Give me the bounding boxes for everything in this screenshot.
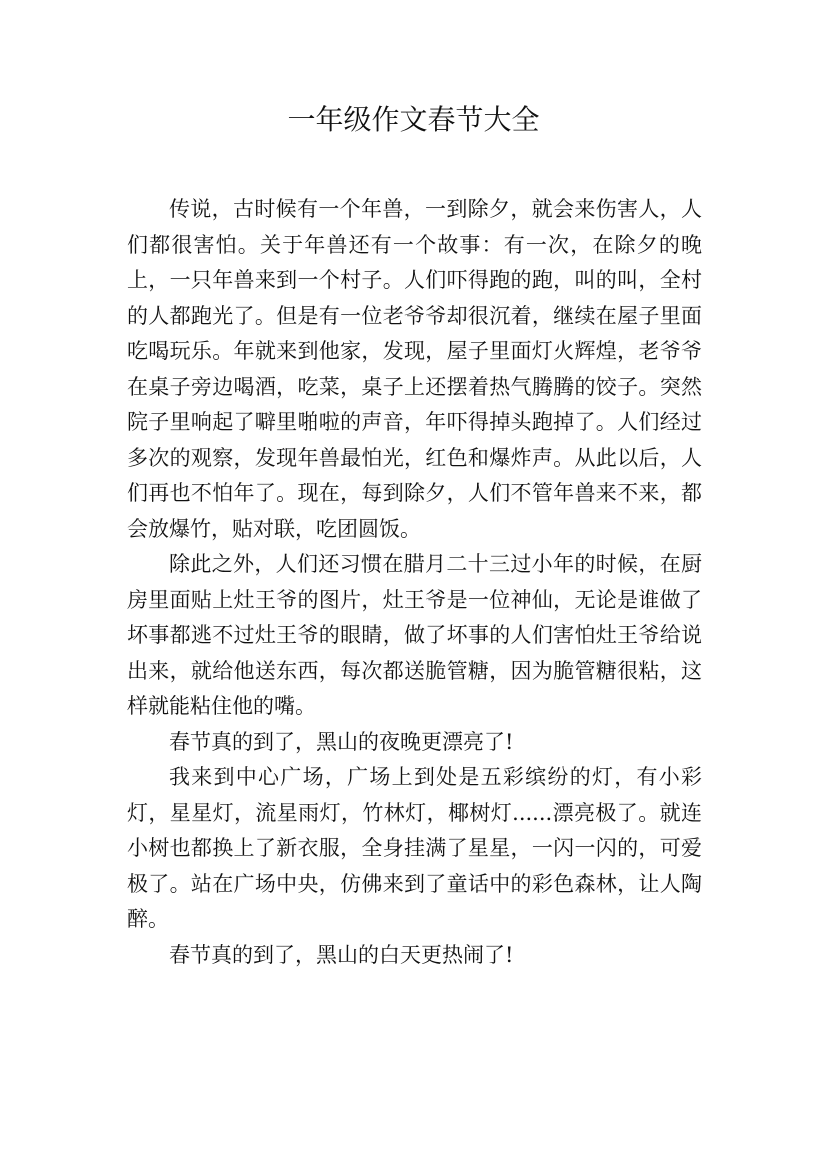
paragraph-2: 除此之外，人们还习惯在腊月二十三过小年的时候，在厨房里面贴上灶王爷的图片，灶王爷是一位神仙，无论是谁做了坏事都逃不过灶王爷的眼睛，做了坏事的人们害怕灶王爷给说出来，就给他送东西，每次都送脆管糖，因为脆管糖很粘，这样就能粘住他的嘴。	[127, 552, 702, 718]
document-body	[127, 192, 702, 973]
paragraph-4: 我来到中心广场，广场上到处是五彩缤纷的灯，有小彩灯，星星灯，流星雨灯，竹林灯，椰树灯......漂亮极了。就连小树也都换上了新衣服，全身挂满了星星，一闪一闪的，可爱极了。站在广场中央，仿佛来到了童话中的彩色森林，让人陶醉。	[127, 765, 702, 931]
paragraph-1: 传说，古时候有一个年兽，一到除夕，就会来伤害人，人们都很害怕。关于年兽还有一个故事：有一次，在除夕的晚上，一只年兽来到一个村子。人们吓得跑的跑，叫的叫，全村的人都跑光了。但是有一位老爷爷却很沉着，继续在屋子里面吃喝玩乐。年就来到他家，发现，屋子里面灯火辉煌，老爷爷在桌子旁边喝酒，吃菜，桌子上还摆着热气腾腾的饺子。突然院子里响起了噼里啪啦的声音，年吓得掉头跑掉了。人们经过多次的观察，发现年兽最怕光，红色和爆炸声。从此以后，人们再也不怕年了。现在，每到除夕，人们不管年兽来不来，都会放爆竹，贴对联，吃团圆饭。	[127, 197, 702, 541]
paragraph-3: 春节真的到了，黑山的夜晚更漂亮了!	[169, 729, 514, 754]
document-title: 一年级作文春节大全	[287, 103, 540, 136]
paragraph-5: 春节真的到了，黑山的白天更热闹了!	[169, 942, 514, 967]
